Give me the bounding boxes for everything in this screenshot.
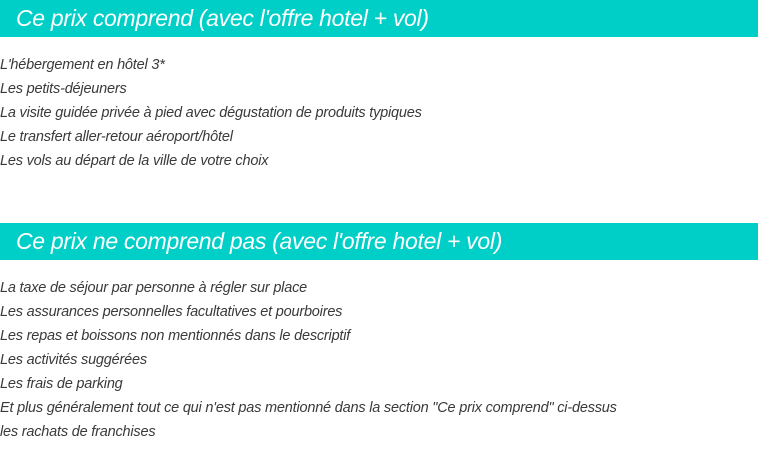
included-title: Ce prix comprend (avec l'offre hotel + vol) (0, 0, 758, 37)
list-item: Les activités suggérées (0, 352, 147, 368)
included-list (0, 53, 422, 173)
list-item: les rachats de franchises (0, 424, 156, 440)
list-item: Les frais de parking (0, 376, 123, 392)
list-item: La taxe de séjour par personne à régler sur place (0, 280, 307, 296)
list-item: Et plus généralement tout ce qui n'est pas mentionné dans la section "Ce prix comprend" ci-dessus (0, 400, 617, 416)
list-item: Les petits-déjeuners (0, 81, 127, 97)
list-item: L'hébergement en hôtel 3* (0, 57, 165, 73)
excluded-section (0, 223, 758, 440)
included-section (0, 0, 758, 169)
excluded-list (0, 276, 617, 444)
excluded-title: Ce prix ne comprend pas (avec l'offre hotel + vol) (0, 223, 758, 260)
list-item: Les assurances personnelles facultatives et pourboires (0, 304, 343, 320)
list-item: Les repas et boissons non mentionnés dans le descriptif (0, 328, 351, 344)
list-item: Le transfert aller-retour aéroport/hôtel (0, 129, 233, 145)
list-item: La visite guidée privée à pied avec dégustation de produits typiques (0, 105, 422, 121)
list-item: Les vols au départ de la ville de votre choix (0, 153, 269, 169)
